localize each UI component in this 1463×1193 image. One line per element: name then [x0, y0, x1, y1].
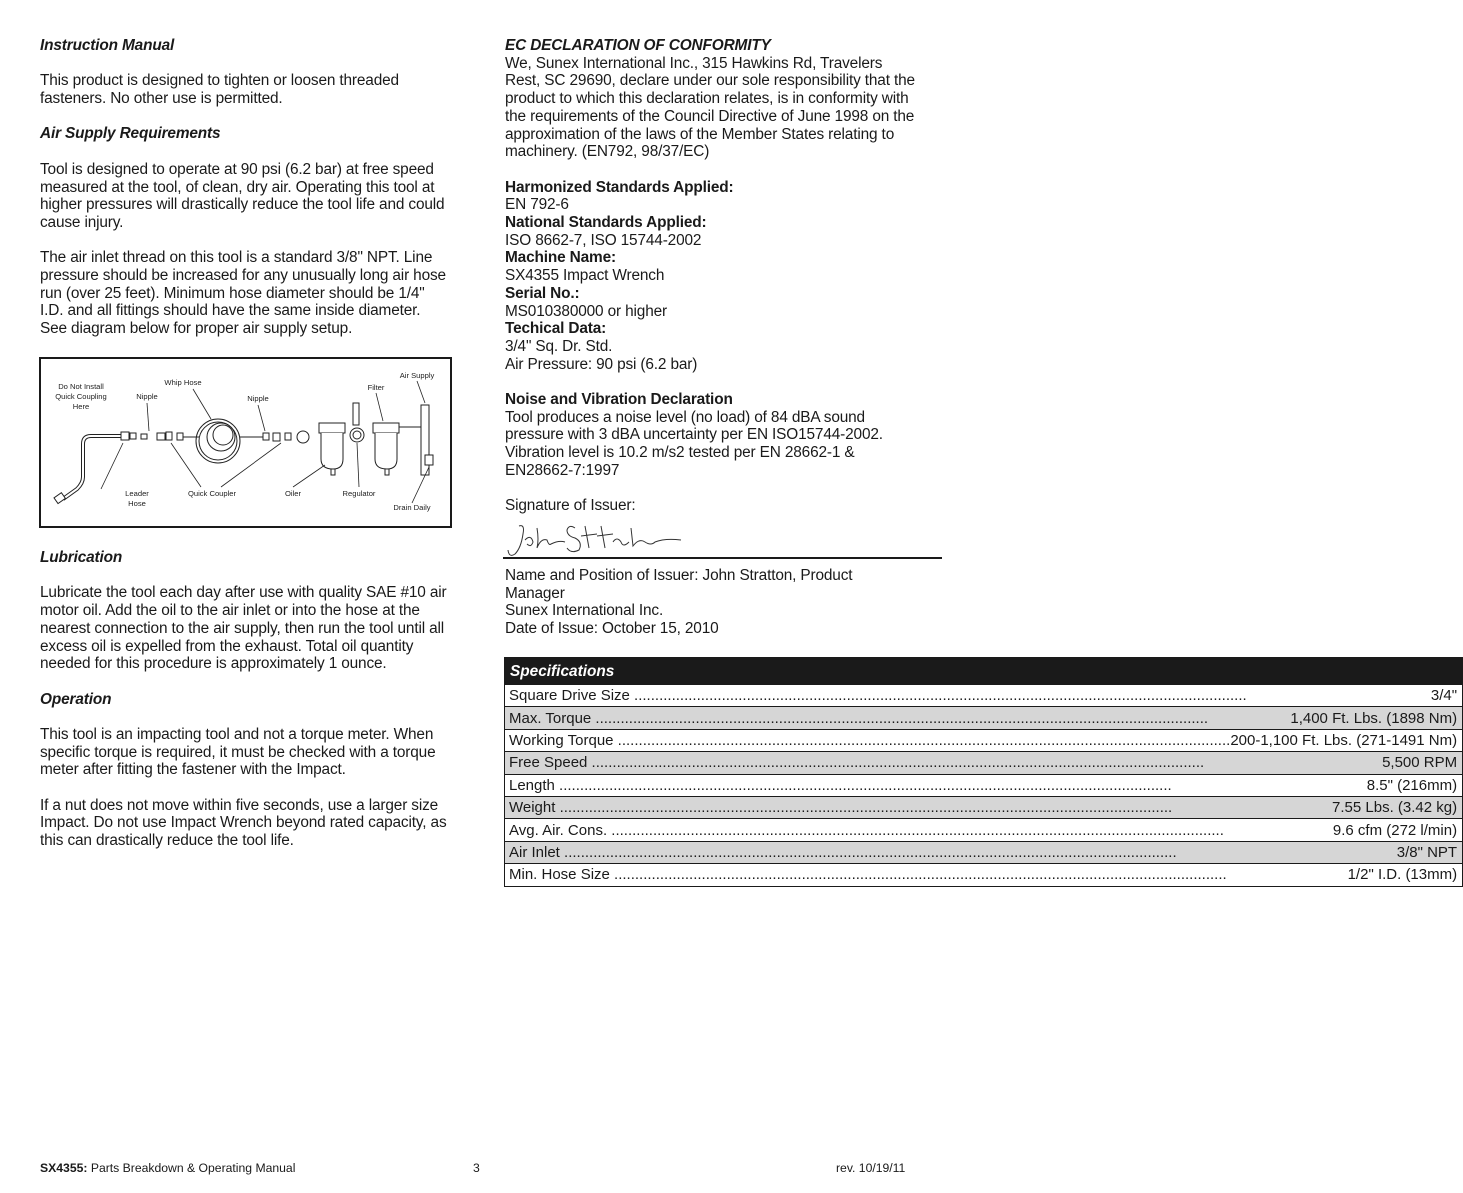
noise-vibration-heading: Noise and Vibration Declaration	[505, 391, 733, 409]
spec-row	[505, 685, 1463, 707]
harmonized-standards-value: EN 792-6	[505, 196, 569, 214]
spec-row	[505, 774, 1463, 796]
left-column	[40, 37, 448, 338]
operation-paragraph-2: If a nut does not move within five seconds, use a larger size Impact. Do not use Impact Wrench beyond rated capacity, as this can drastically reduce the tool life.	[40, 796, 447, 850]
right-column	[505, 37, 915, 515]
spec-label: Working Torque .....	[509, 732, 1230, 749]
technical-data-value-2: Air Pressure: 90 psi (6.2 bar)	[505, 355, 698, 373]
issuer-company: Sunex International Inc.	[505, 602, 664, 620]
spec-value: 9.6 cfm (272 l/min)	[1332, 821, 1458, 839]
footer-doc-title: Parts Breakdown & Operating Manual	[87, 1161, 296, 1175]
noise-vibration-text: Tool produces a noise level (no load) of 84 dBA sound pressure with 3 dBA uncertainty per EN ISO15744-2002. Vibration level is 10.2 m/s2 tested per EN 28662-1 & EN28662-7:1997	[505, 408, 883, 479]
national-standards-label: National Standards Applied:	[505, 214, 707, 232]
spec-label: Weight .....	[509, 799, 1332, 816]
instruction-text: This product is designed to tighten or loosen threaded fasteners. No other use is permitted.	[40, 72, 399, 108]
air-supply-paragraph-1: Tool is designed to operate at 90 psi (6.2 bar) at free speed measured at the tool, of clean, dry air. Operating this tool at higher pressures will drastically reduce the tool life and could cause injury.	[40, 160, 445, 231]
page-number: 3	[473, 1161, 480, 1175]
harmonized-standards-label: Harmonized Standards Applied:	[505, 178, 734, 196]
label-oiler: Oiler	[284, 489, 302, 498]
instruction-heading: Instruction Manual	[40, 37, 175, 54]
label-air-supply: Air Supply	[399, 371, 435, 380]
label-leader-hose-1: Leader	[125, 489, 149, 498]
technical-data-value-1: 3/4" Sq. Dr. Std.	[505, 337, 613, 355]
footer-title	[40, 1161, 295, 1175]
ec-declaration-text: We, Sunex International Inc., 315 Hawkins Rd, Travelers Rest, SC 29690, declare under our sole responsibility that the product to which this declaration relates, is in conformity with the requirements of the Council Directive of June 1998 on the approximation of the laws of the Member States relating to machinery. (EN792, 98/37/EC)	[505, 54, 915, 161]
spec-value: 1/2" I.D. (13mm)	[1347, 866, 1458, 884]
spec-row	[505, 729, 1463, 751]
spec-value: 5,500 RPM	[1382, 754, 1458, 772]
specifications-table	[504, 657, 1463, 887]
issuer-block	[505, 567, 915, 638]
left-column-lower	[40, 549, 448, 850]
operation-heading: Operation	[40, 690, 112, 708]
spec-row	[505, 864, 1463, 886]
spec-value: 3/8" NPT	[1396, 843, 1458, 861]
label-do-not-install-2: Quick Coupling	[55, 392, 107, 401]
issue-date: Date of Issue: October 15, 2010	[505, 620, 719, 638]
spec-row	[505, 707, 1463, 729]
label-quick-coupler: Quick Coupler	[187, 489, 237, 498]
spec-label: Avg. Air. Cons. .....	[509, 822, 1333, 839]
spec-label: Air Inlet .....	[509, 844, 1397, 861]
operation-paragraph-1: This tool is an impacting tool and not a torque meter. When specific torque is required, it must be checked with a torque meter after fitting the fastener with the Impact.	[40, 725, 436, 779]
lubrication-text: Lubricate the tool each day after use with quality SAE #10 air motor oil. Add the oil to the air inlet or into the hose at the nearest connection to the air supply, then run the tool until all excess oil is expelled from the exhaust. Total oil quantity needed for this procedure is approximately 1 ounce.	[40, 584, 447, 673]
spec-row	[505, 841, 1463, 863]
revision-date: rev. 10/19/11	[836, 1161, 906, 1175]
spec-value: 7.55 Lbs. (3.42 kg)	[1332, 799, 1458, 817]
spec-label: Min. Hose Size .....	[509, 866, 1348, 883]
serial-number-value: MS010380000 or higher	[505, 302, 667, 320]
spec-value: 1,400 Ft. Lbs. (1898 Nm)	[1290, 709, 1458, 727]
label-whip-hose: Whip Hose	[164, 378, 202, 387]
spec-value: 200-1,100 Ft. Lbs. (271-1491 Nm)	[1230, 731, 1458, 749]
lubrication-heading: Lubrication	[40, 549, 123, 566]
machine-name-label: Machine Name:	[505, 249, 616, 267]
label-nipple-1: Nipple	[136, 392, 158, 401]
spec-row	[505, 819, 1463, 841]
national-standards-value: ISO 8662-7, ISO 15744-2002	[505, 231, 702, 249]
spec-row	[505, 796, 1463, 818]
ec-declaration-heading: EC DECLARATION OF CONFORMITY	[505, 37, 771, 54]
air-supply-paragraph-2: The air inlet thread on this tool is a standard 3/8" NPT. Line pressure should be increased for any unusually long air hose run (over 25 feet). Minimum hose diameter should be 1/4" I.D. and all fittings should have the same inside diameter. See diagram below for proper air supply setup.	[40, 249, 446, 338]
machine-name-value: SX4355 Impact Wrench	[505, 267, 665, 285]
spec-label: Length .....	[509, 777, 1367, 794]
issuer-signature	[505, 520, 695, 560]
spec-label: Max. Torque .....	[509, 710, 1290, 727]
label-do-not-install-3: Here	[72, 402, 90, 411]
air-supply-diagram-drawing	[41, 359, 450, 526]
label-nipple-2: Nipple	[247, 394, 269, 403]
label-leader-hose-2: Hose	[128, 499, 146, 508]
air-supply-diagram	[39, 357, 452, 528]
footer-model: SX4355:	[40, 1161, 88, 1175]
spec-label: Square Drive Size .....	[509, 687, 1431, 704]
specifications-title: Specifications	[505, 658, 1463, 685]
label-drain-daily: Drain Daily	[393, 503, 431, 512]
signature-line	[503, 557, 942, 559]
spec-value: 8.5" (216mm)	[1366, 776, 1458, 794]
air-supply-heading: Air Supply Requirements	[40, 125, 221, 143]
signature-label: Signature of Issuer:	[505, 497, 636, 515]
label-regulator: Regulator	[342, 489, 376, 498]
serial-number-label: Serial No.:	[505, 284, 580, 302]
technical-data-label: Techical Data:	[505, 320, 607, 338]
label-filter: Filter	[367, 383, 385, 392]
label-do-not-install-1: Do Not Install	[58, 382, 104, 391]
issuer-name-position: Name and Position of Issuer: John Stratton, Product Manager	[505, 567, 853, 602]
spec-label: Free Speed .....	[509, 754, 1382, 771]
spec-row	[505, 752, 1463, 774]
spec-value: 3/4"	[1430, 687, 1458, 705]
